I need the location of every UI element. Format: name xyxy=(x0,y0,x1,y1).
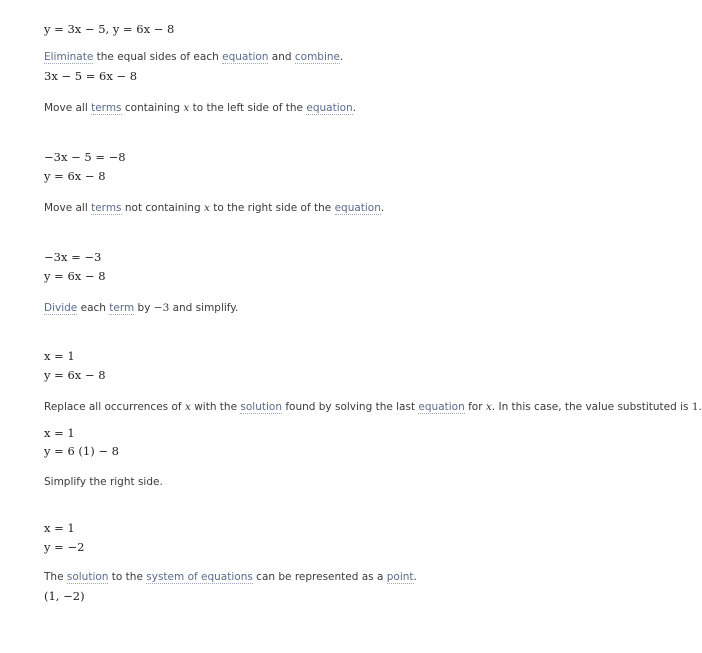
glossary-link-solution[interactable]: solution xyxy=(66,571,109,583)
glossary-link-terms[interactable]: terms xyxy=(91,102,122,114)
glossary-link-terms[interactable]: terms xyxy=(91,202,122,214)
step-instruction: Replace all occurrences of x with the solution found by solving the last equation for x. In this case, the value substituted is 1. xyxy=(44,401,702,413)
equation-system: y = 3x − 5, y = 6x − 8 xyxy=(44,22,175,36)
glossary-link-eliminate[interactable]: Eliminate xyxy=(44,51,94,63)
glossary-link-equation[interactable]: equation xyxy=(222,51,269,63)
glossary-link-combine[interactable]: combine xyxy=(294,51,340,63)
equation-line: y = 6 (1) − 8 xyxy=(44,444,119,458)
equation-line: −3x = −3 xyxy=(44,250,102,264)
equation-line: y = 6x − 8 xyxy=(44,169,106,183)
step-instruction: Move all terms not containing x to the right side of the equation. xyxy=(44,202,385,214)
glossary-link-solution[interactable]: solution xyxy=(240,401,282,413)
step-instruction: Divide each term by −3 and simplify. xyxy=(44,302,239,314)
equation-line: −3x − 5 = −8 xyxy=(44,150,126,164)
final-answer: (1, −2) xyxy=(44,589,85,603)
step-instruction: Eliminate the equal sides of each equation and combine. xyxy=(44,51,344,63)
equation-line: y = −2 xyxy=(44,540,85,554)
glossary-link-term[interactable]: term xyxy=(109,302,135,314)
equation-line: y = 6x − 8 xyxy=(44,368,106,382)
equation-line: y = 6x − 8 xyxy=(44,269,106,283)
glossary-link-equation[interactable]: equation xyxy=(334,202,381,214)
glossary-link-equation[interactable]: equation xyxy=(418,401,465,413)
equation-line: x = 1 xyxy=(44,521,75,535)
glossary-link-system-of-equations[interactable]: system of equations xyxy=(146,571,253,583)
glossary-link-equation[interactable]: equation xyxy=(306,102,353,114)
step-instruction: Simplify the right side. xyxy=(44,476,163,488)
equation-line: x = 1 xyxy=(44,426,75,440)
glossary-link-point[interactable]: point xyxy=(386,571,414,583)
equation-line: 3x − 5 = 6x − 8 xyxy=(44,69,138,83)
step-instruction: The solution to the system of equations can be represented as a point. xyxy=(44,571,417,583)
step-instruction: Move all terms containing x to the left side of the equation. xyxy=(44,102,357,114)
equation-line: x = 1 xyxy=(44,349,75,363)
glossary-link-divide[interactable]: Divide xyxy=(44,302,78,314)
